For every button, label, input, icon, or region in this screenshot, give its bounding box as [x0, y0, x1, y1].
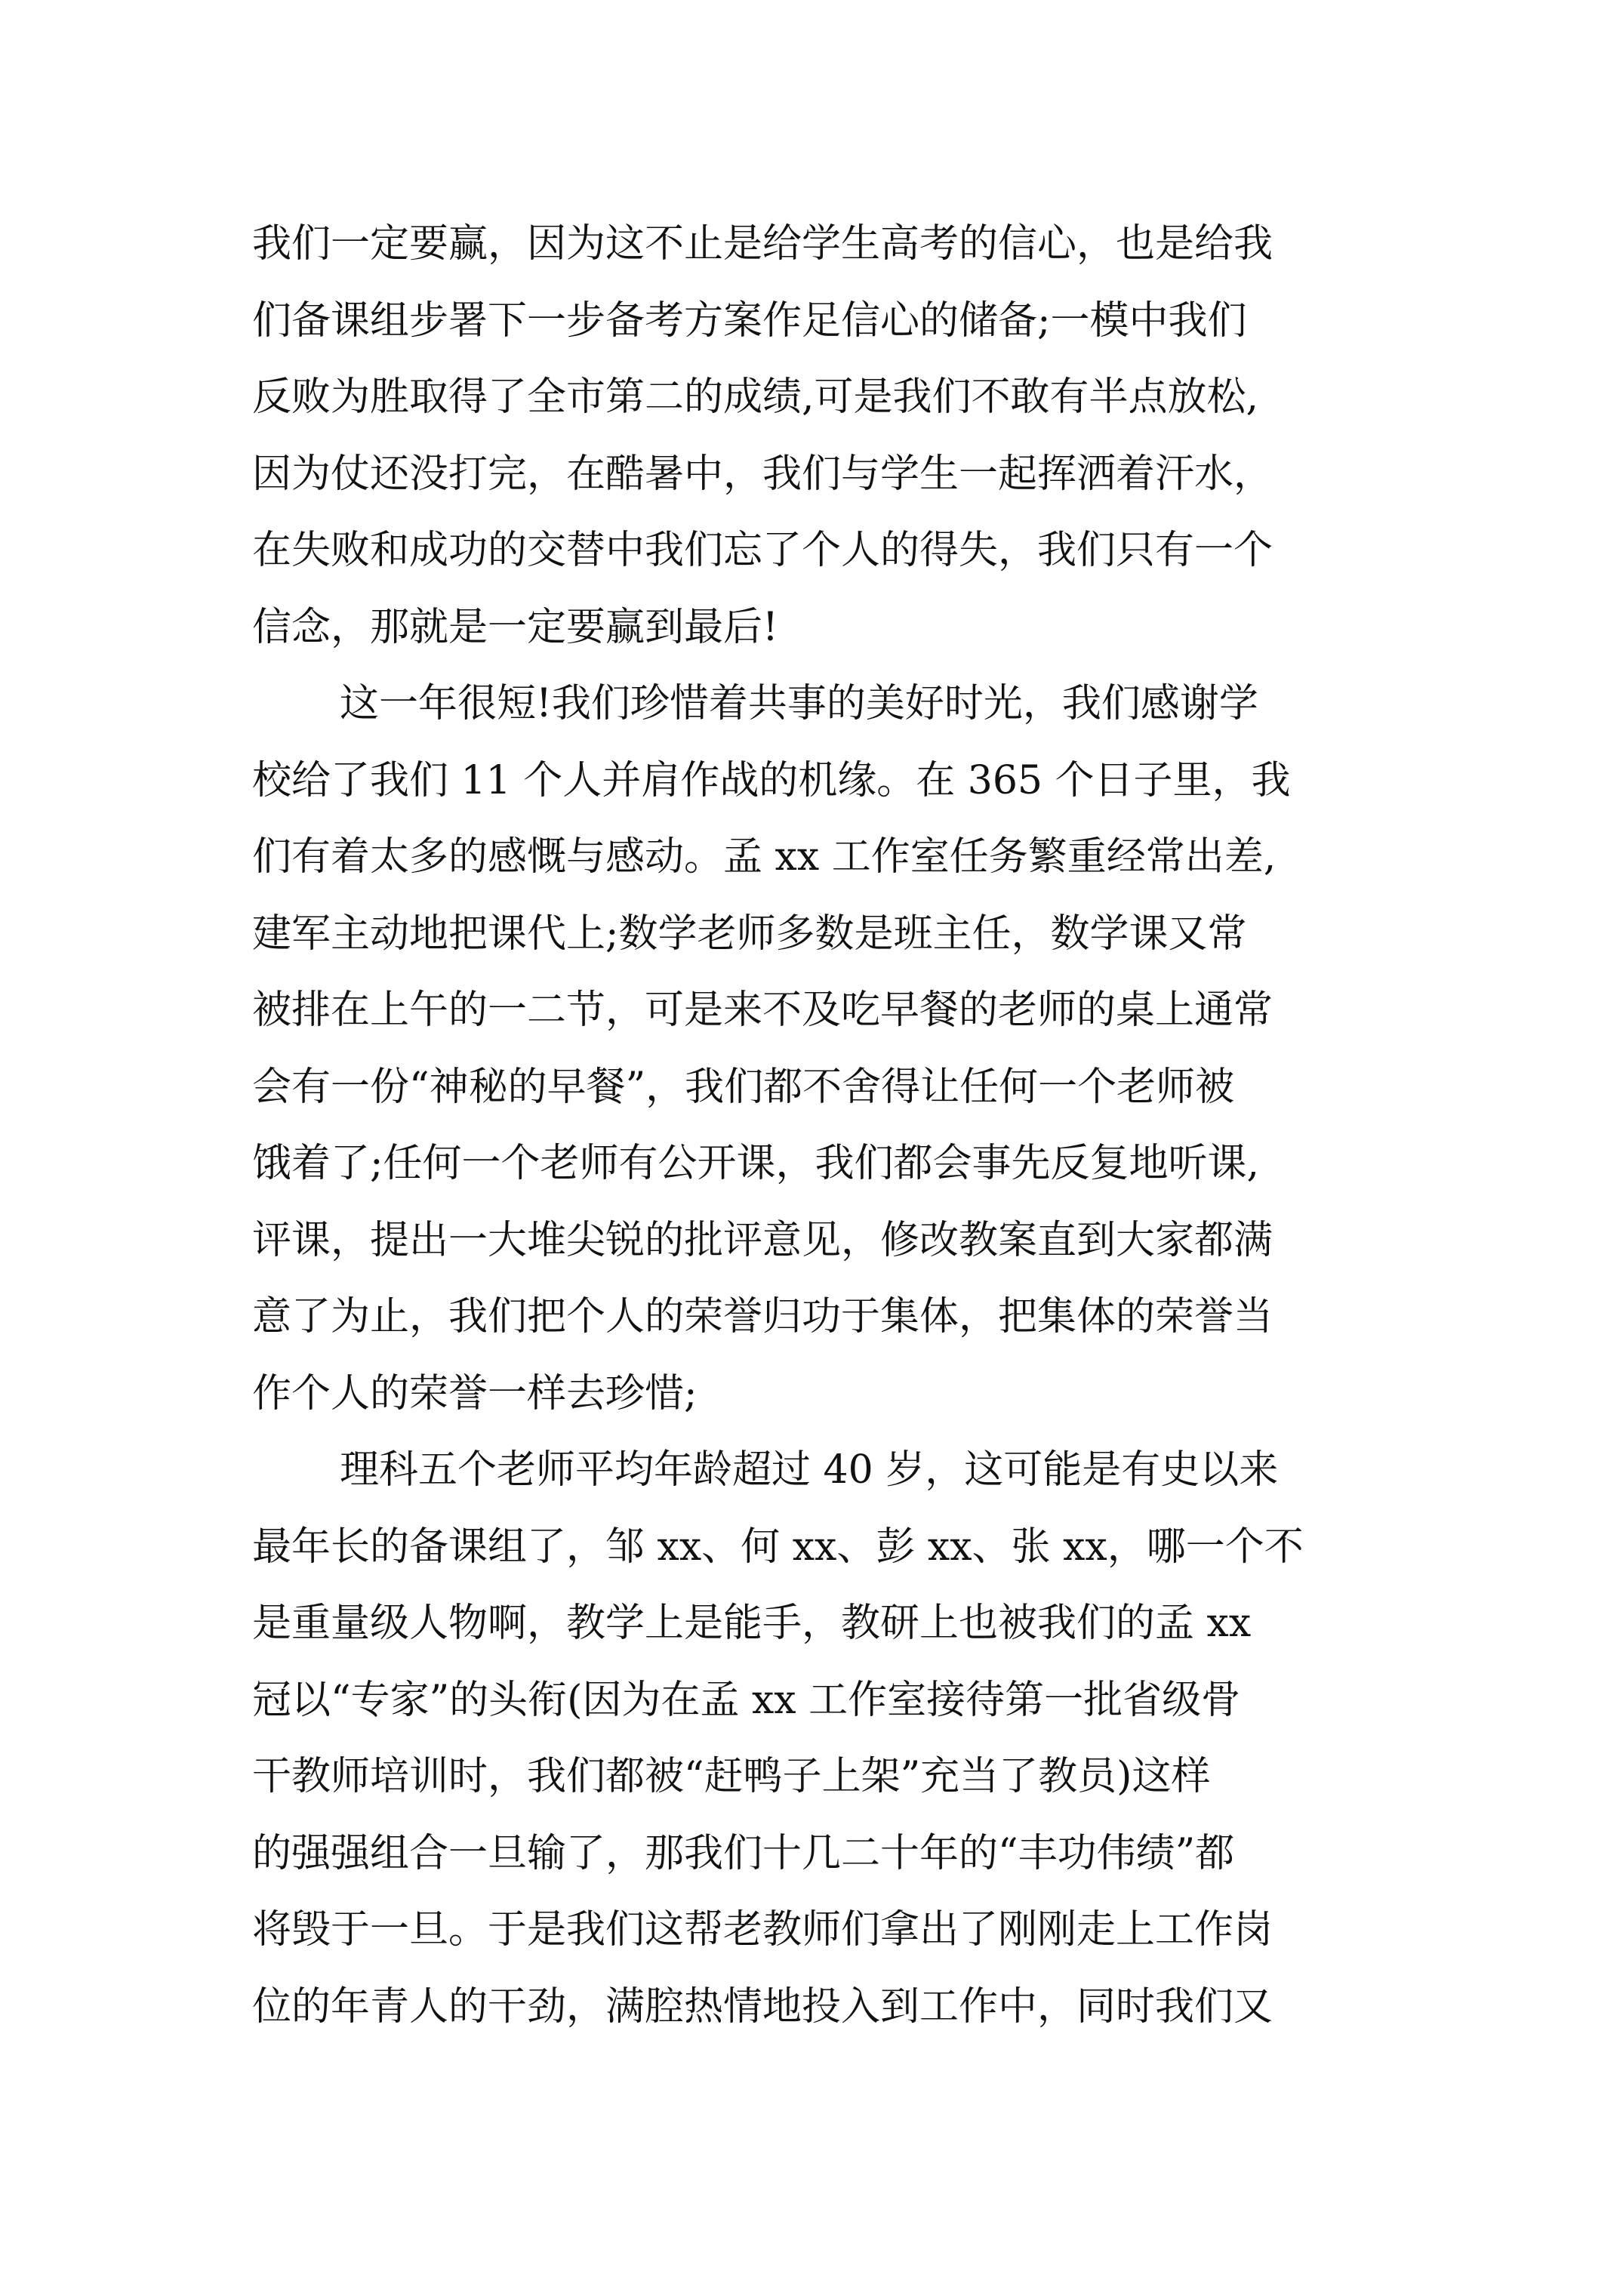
text-line: 位的年青人的干劲，满腔热情地投入到工作中，同时我们又 — [252, 1984, 1273, 2029]
paragraph-first-line: 这一年很短!我们珍惜着共事的美好时光，我们感谢学 — [340, 681, 1258, 726]
text-line: 评课，提出一大堆尖锐的批评意见，修改教案直到大家都满 — [252, 1218, 1273, 1263]
text-line: 是重量级人物啊，教学上是能手，教研上也被我们的孟 xx — [252, 1601, 1252, 1646]
text-line: 校给了我们 11 个人并肩作战的机缘。在 365 个日子里，我 — [252, 758, 1291, 803]
text-line: 饿着了;任何一个老师有公开课，我们都会事先反复地听课, — [252, 1141, 1260, 1186]
text-line: 被排在上午的一二节，可是来不及吃早餐的老师的桌上通常 — [252, 988, 1273, 1033]
text-line: 作个人的荣誉一样去珍惜; — [252, 1371, 698, 1416]
text-line: 将毁于一旦。于是我们这帮老教师们拿出了刚刚走上工作岗 — [252, 1907, 1273, 1952]
text-line: 们有着太多的感慨与感动。孟 xx 工作室任务繁重经常出差, — [252, 834, 1277, 880]
paragraph-first-line: 理科五个老师平均年龄超过 40 岁，这可能是有史以来 — [340, 1447, 1279, 1493]
text-line: 意了为止，我们把个人的荣誉归功于集体，把集体的荣誉当 — [252, 1294, 1273, 1339]
text-line: 反败为胜取得了全市第二的成绩,可是我们不敢有半点放松, — [252, 374, 1259, 420]
text-line: 会有一份“神秘的早餐”，我们都不舍得让任何一个老师被 — [252, 1065, 1235, 1110]
text-line: 我们一定要赢，因为这不止是给学生高考的信心，也是给我 — [252, 221, 1273, 267]
text-line: 冠以“专家”的头衔(因为在孟 xx 工作室接待第一批省级骨 — [252, 1678, 1241, 1723]
text-line: 因为仗还没打完，在酷暑中，我们与学生一起挥洒着汗水， — [252, 451, 1273, 497]
text-line: 干教师培训时，我们都被“赶鸭子上架”充当了教员)这样 — [252, 1754, 1211, 1799]
text-line: 信念，那就是一定要赢到最后! — [252, 605, 778, 650]
text-line: 的强强组合一旦输了，那我们十几二十年的“丰功伟绩”都 — [252, 1831, 1235, 1876]
text-line: 最年长的备课组了，邹 xx、何 xx、彭 xx、张 xx，哪一个不 — [252, 1524, 1304, 1570]
text-line: 建军主动地把课代上;数学老师多数是班主任，数学课又常 — [252, 911, 1247, 957]
text-line: 们备课组步署下一步备考方案作足信心的储备;一模中我们 — [252, 298, 1247, 344]
text-line: 在失败和成功的交替中我们忘了个人的得失，我们只有一个 — [252, 528, 1273, 573]
